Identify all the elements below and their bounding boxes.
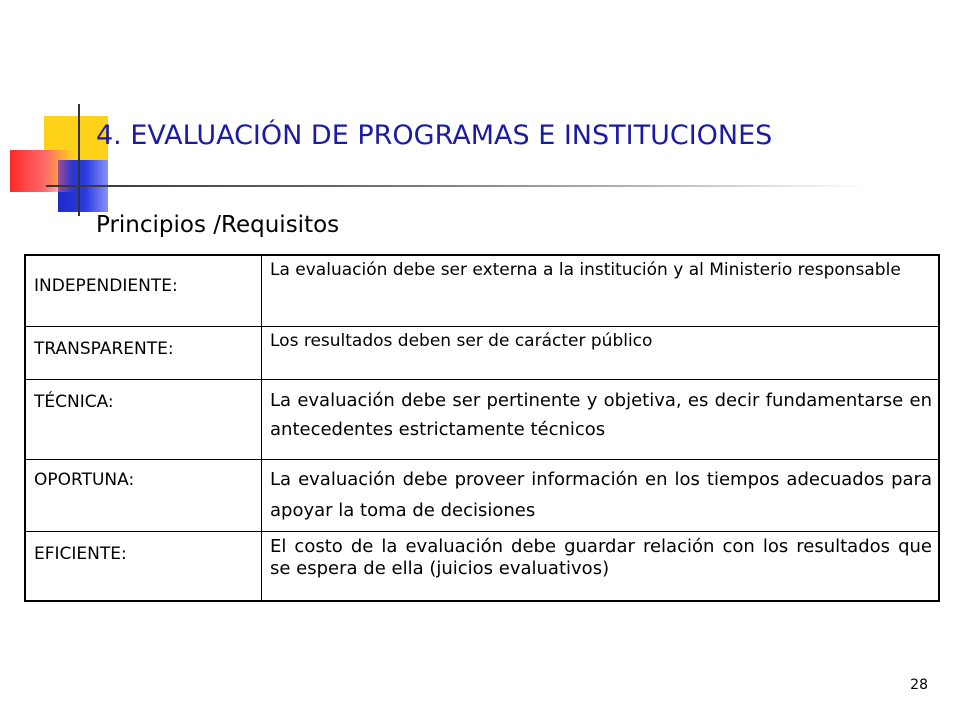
row-label: INDEPENDIENTE: <box>25 255 262 326</box>
row-label: TÉCNICA: <box>25 379 262 459</box>
row-label: EFICIENTE: <box>25 531 262 601</box>
page-number: 28 <box>910 677 928 693</box>
table-row <box>25 459 939 531</box>
slide-subtitle: Principios /Requisitos <box>96 212 340 238</box>
table-row <box>25 326 939 379</box>
row-label: OPORTUNA: <box>25 459 262 531</box>
table-row <box>25 531 939 601</box>
row-description: Los resultados deben ser de carácter público <box>262 326 940 379</box>
row-description: La evaluación debe ser externa a la institución y al Ministerio responsable <box>262 255 940 326</box>
slide-title: 4. EVALUACIÓN DE PROGRAMAS E INSTITUCIONES <box>96 120 773 151</box>
title-underline <box>46 185 866 187</box>
row-label: TRANSPARENTE: <box>25 326 262 379</box>
requirements-table <box>24 254 940 602</box>
decorative-vertical-line <box>78 104 80 216</box>
table-row <box>25 255 939 326</box>
row-description: La evaluación debe ser pertinente y objetiva, es decir fundamentarse en antecedentes estrictamente técnicos <box>262 379 940 459</box>
row-description: El costo de la evaluación debe guardar relación con los resultados que se espera de ella (juicios evaluativos) <box>262 531 940 601</box>
table-row <box>25 379 939 459</box>
row-description: La evaluación debe proveer información en los tiempos adecuados para apoyar la toma de decisiones <box>262 459 940 531</box>
